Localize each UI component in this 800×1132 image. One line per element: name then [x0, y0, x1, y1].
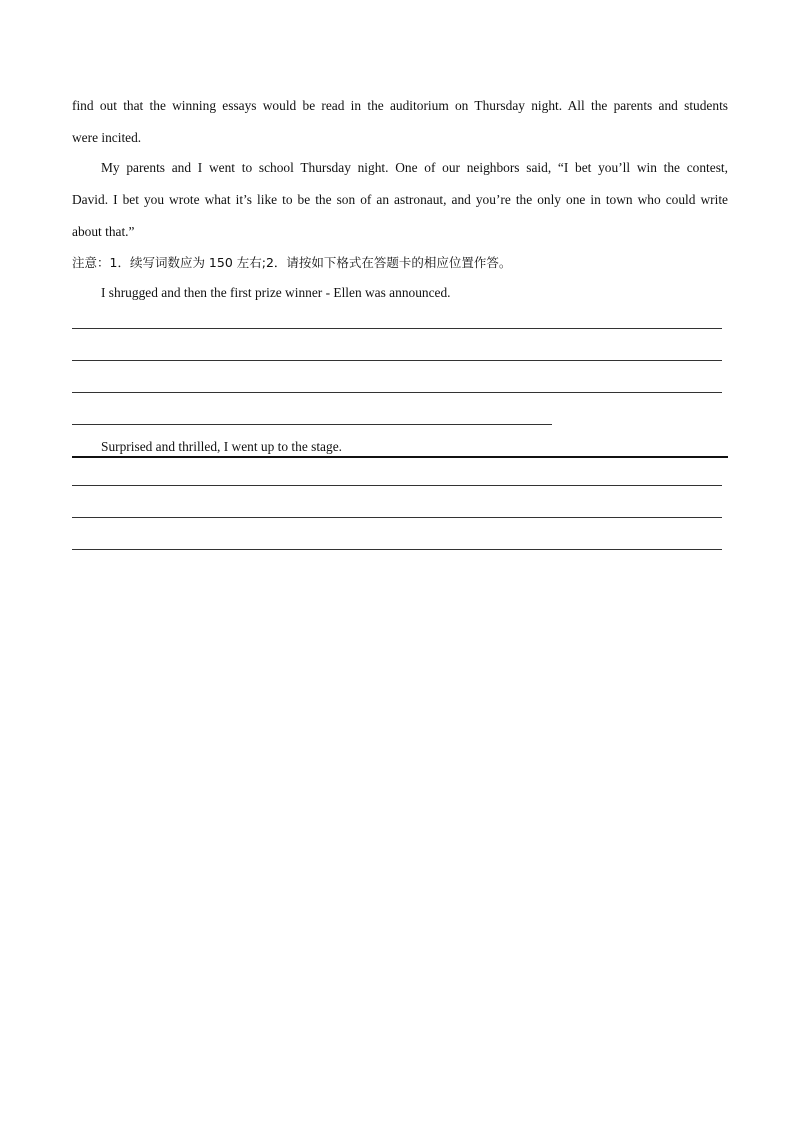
- answer-line[interactable]: [72, 517, 722, 518]
- passage-line-5: about that.”: [72, 224, 135, 239]
- answer-line[interactable]: [72, 424, 552, 425]
- passage-line-1: find out that the winning essays would be read in the auditorium on Thursday night. All the parents and students: [72, 98, 728, 113]
- answer-line[interactable]: [72, 549, 722, 550]
- paragraph-2-opening: Surprised and thrilled, I went up to the stage.: [101, 439, 342, 454]
- answer-line[interactable]: [72, 328, 722, 329]
- instruction-note: 注意：1．续写词数应为 150 左右;2．请按如下格式在答题卡的相应位置作答。: [72, 255, 512, 270]
- answer-line[interactable]: [72, 360, 722, 361]
- paragraph-1-opening: I shrugged and then the first prize winner - Ellen was announced.: [101, 285, 451, 300]
- answer-line[interactable]: [72, 392, 722, 393]
- passage-line-2: were incited.: [72, 130, 142, 145]
- passage-line-4: David. I bet you wrote what it’s like to be the son of an astronaut, and you’re the only one in town who could write: [72, 192, 728, 207]
- passage-line-3: My parents and I went to school Thursday night. One of our neighbors said, “I bet you’ll win the contest,: [101, 160, 728, 175]
- section-divider: [72, 456, 728, 458]
- answer-line[interactable]: [72, 485, 722, 486]
